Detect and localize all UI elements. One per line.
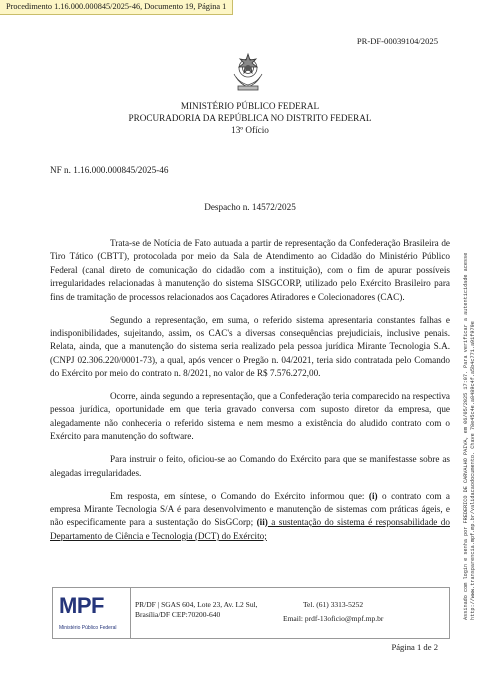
side-note-line2[interactable]: http://www.transparencia.mpf.mp.br/validacaodocumento. Chave 78e45c4e.a8489c4f.a5b4c771.a91f979e bbox=[469, 321, 476, 620]
side-note-line1: Assinado com login e senha por FREDERICO DE CARVALHO PAIVA, em 06/05/2025 17:07. Para verificar a autenticidade acesse bbox=[463, 252, 469, 620]
footer-email[interactable]: Email: prdf-13oficio@mpf.mp.br bbox=[283, 614, 384, 623]
mpf-logo-text: MPF bbox=[59, 593, 104, 618]
paragraph-5-item-i: o contrato com a empresa Mirante Tecnologia S/A é para desenvolvimento e manutenção de sistemas com práticas ágeis, e não especificamente para a sustentação do SisGCorp; bbox=[50, 490, 450, 528]
coat-of-arms-icon bbox=[230, 52, 266, 92]
despacho-title: Despacho n. 14572/2025 bbox=[204, 202, 296, 212]
paragraph-1: Trata-se de Notícia de Fato autuada a partir de representação da Confederação Brasileira de Tiro Tático (CBTT), protocolada por meio da Sala de Atendimento ao Cidadão do Ministério Público Federal (canal direto de comunicação do cidadão com a instituição), com o fim de apurar possíveis irregularidades relacionadas à manutenção do sistema SISGCORP, utilizado pelo Exército Brasileiro para fins de tramitação de processos relacionados aos Caçadores Atiradores e Colecionadores (CAC). bbox=[50, 238, 450, 302]
paragraph-5 bbox=[50, 490, 450, 544]
footer-address-line2: Brasília/DF CEP:70200-640 bbox=[135, 610, 221, 619]
item-ii-marker: (ii) bbox=[256, 517, 268, 528]
header-ministry: MINISTÉRIO PÚBLICO FEDERAL bbox=[180, 101, 320, 111]
footer-address-line1: PR/DF | SGAS 604, Lote 23, Av. L2 Sul, bbox=[135, 600, 258, 609]
document-body bbox=[50, 237, 450, 553]
paragraph-5-item-ii: a sustentação do sistema é responsabilidade do Departamento de Ciência e Tecnologia (DCT) do Exército; bbox=[50, 517, 450, 541]
header-procuradoria: PROCURADORIA DA REPÚBLICA NO DISTRITO FEDERAL bbox=[128, 113, 372, 123]
mpf-logo bbox=[53, 588, 131, 638]
signature-side-note bbox=[463, 160, 475, 620]
footer-phone: Tel. (61) 3313-5252 bbox=[303, 600, 364, 609]
mpf-logo-subtitle: Ministério Público Federal bbox=[59, 625, 117, 631]
paragraph-4: Para instruir o feito, oficiou-se ao Comando do Exército para que se manifestasse sobre as alegadas irregularidades. bbox=[50, 454, 450, 478]
footer-address bbox=[135, 600, 258, 620]
document-id: PR-DF-00039104/2025 bbox=[356, 36, 438, 46]
footer-contact bbox=[283, 598, 443, 626]
header-office: 13º Ofício bbox=[231, 125, 269, 135]
paragraph-3: Ocorre, ainda segundo a representação, que a Confederação teria comparecido na respectiva pessoa jurídica, oportunidade em que teria gravado conversa com suposto diretor da empresa, que alegadamente não conheceria o referido sistema e nem mesmo a existência do aludido contrato com o Exército para manutenção do software. bbox=[50, 391, 450, 442]
page-number: Página 1 de 2 bbox=[391, 642, 438, 652]
item-i-marker: (i) bbox=[368, 490, 378, 501]
footer-box bbox=[52, 587, 450, 639]
nf-number: NF n. 1.16.000.000845/2025-46 bbox=[50, 165, 169, 175]
procedure-tab: Procedimento 1.16.000.000845/2025-46, Documento 19, Página 1 bbox=[0, 0, 233, 15]
paragraph-2: Segundo a representação, em suma, o referido sistema apresentaria constantes falhas e indisponibilidades, sujeitando, assim, os CAC's a diversas consequências prejudiciais, inclusive penais. Relata, ainda, que a manutenção do sistema seria realizado pela pessoa jurídica Mirante Tecnologia S.A. (CNPJ 02.306.220/0001-73), a qual, após vencer o Pregão n. 04/2021, teria sido contratada pelo Comando do Exército por meio do contrato n. 8/2021, no valor de R$ 7.576.272,00. bbox=[50, 314, 450, 379]
paragraph-5-intro: Em resposta, em síntese, o Comando do Exército informou que: bbox=[110, 490, 369, 501]
